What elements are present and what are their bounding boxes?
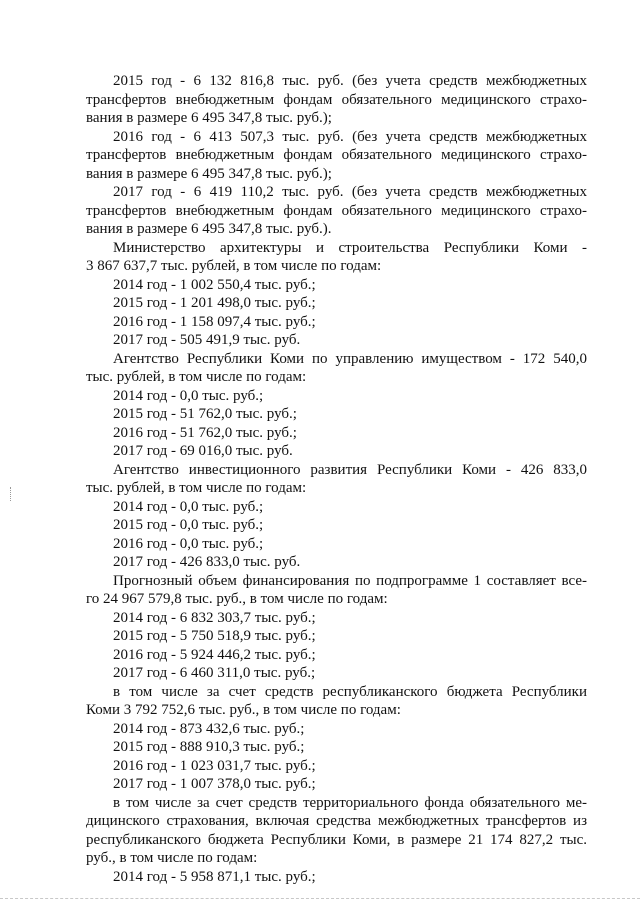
paragraph-continuation-line: тыс. рублей, в том числе по годам:: [86, 480, 307, 496]
paragraph-first-line: 2014 год - 1 002 550,4 тыс. руб.;: [113, 276, 316, 293]
paragraph: [113, 313, 587, 332]
paragraph: [86, 461, 587, 498]
paragraph-first-line: 2014 год - 6 832 303,7 тыс. руб.;: [113, 609, 316, 626]
paragraph-first-line: 2016 год - 51 762,0 тыс. руб.;: [113, 424, 297, 441]
paragraph-first-line: Министерство архитектуры и строительства Республики Коми -: [113, 239, 587, 256]
paragraph: [113, 498, 587, 517]
paragraph: [113, 664, 587, 683]
paragraph-continuation-line: вания в размере 6 495 347,8 тыс. руб.).: [86, 221, 332, 237]
paragraph: [113, 646, 587, 665]
paragraph: [113, 535, 587, 554]
paragraph: [86, 794, 587, 868]
paragraph-first-line: 2014 год - 5 958 871,1 тыс. руб.;: [113, 868, 316, 885]
paragraph-first-line: 2015 год - 6 132 816,8 тыс. руб. (без учета средств межбюджетных: [113, 73, 587, 89]
paragraph: [113, 442, 587, 461]
paragraph-first-line: 2014 год - 873 432,6 тыс. руб.;: [113, 720, 305, 737]
paragraph-continuation-line: го 24 967 579,8 тыс. руб., в том числе по годам:: [86, 591, 388, 607]
paragraph: [86, 72, 587, 128]
paragraph: [113, 331, 587, 350]
paragraph: [113, 387, 587, 406]
paragraph-first-line: 2016 год - 6 413 507,3 тыс. руб. (без учета средств межбюджетных: [113, 128, 587, 145]
paragraph-first-line: 2017 год - 505 491,9 тыс. руб.: [113, 332, 301, 348]
paragraph: [86, 683, 587, 720]
paragraph: [113, 720, 587, 739]
paragraph: [113, 424, 587, 443]
paragraph-first-line: 2016 год - 0,0 тыс. руб.;: [113, 535, 264, 552]
document-body: [86, 72, 587, 886]
paragraph-continuation-line: дицинского страхования, включая средства межбюджетных трансфертов из: [86, 813, 587, 829]
paragraph-continuation-line: республиканского бюджета Республики Коми, в размере 21 174 827,2 тыс.: [86, 831, 587, 848]
paragraph-first-line: 2015 год - 1 201 498,0 тыс. руб.;: [113, 295, 316, 311]
paragraph: [113, 738, 587, 757]
paragraph: [113, 294, 587, 313]
paragraph-first-line: Агентство Республики Коми по управлению имуществом - 172 540,0: [113, 350, 587, 367]
paragraph-continuation-line: Коми 3 792 752,6 тыс. руб., в том числе по годам:: [86, 702, 401, 718]
paragraph-first-line: 2017 год - 6 460 311,0 тыс. руб.;: [113, 665, 316, 681]
paragraph: [113, 775, 587, 794]
paragraph-continuation-line: тыс. рублей, в том числе по годам:: [86, 369, 307, 385]
paragraph-continuation-line: трансфертов внебюджетным фондам обязательного медицинского страхо-: [86, 147, 587, 163]
scan-mark: [10, 487, 14, 501]
paragraph: [113, 405, 587, 424]
paragraph-first-line: 2017 год - 426 833,0 тыс. руб.: [113, 554, 301, 570]
paragraph-first-line: 2015 год - 51 762,0 тыс. руб.;: [113, 406, 297, 422]
paragraph: [86, 350, 587, 387]
paragraph: [113, 609, 587, 628]
paragraph-continuation-line: трансфертов внебюджетным фондам обязательного медицинского страхо-: [86, 202, 587, 219]
paragraph: [113, 276, 587, 295]
paragraph-continuation-line: вания в размере 6 495 347,8 тыс. руб.);: [86, 110, 332, 126]
paragraph-first-line: 2014 год - 0,0 тыс. руб.;: [113, 387, 264, 404]
paragraph: [113, 757, 587, 776]
paragraph: [86, 572, 587, 609]
paragraph-continuation-line: вания в размере 6 495 347,8 тыс. руб.);: [86, 165, 332, 182]
paragraph-first-line: 2016 год - 5 924 446,2 тыс. руб.;: [113, 646, 316, 663]
paragraph-first-line: 2016 год - 1 158 097,4 тыс. руб.;: [113, 313, 316, 330]
paragraph-continuation-line: трансфертов внебюджетным фондам обязательного медицинского страхо-: [86, 91, 587, 108]
paragraph-first-line: 2017 год - 69 016,0 тыс. руб.: [113, 443, 293, 459]
paragraph-first-line: 2015 год - 5 750 518,9 тыс. руб.;: [113, 628, 316, 644]
paragraph: [86, 128, 587, 184]
paragraph-first-line: Агентство инвестиционного развития Республики Коми - 426 833,0: [113, 461, 587, 478]
paragraph-first-line: Прогнозный объем финансирования по подпрограмме 1 составляет все-: [113, 572, 587, 589]
paragraph-first-line: 2016 год - 1 023 031,7 тыс. руб.;: [113, 757, 316, 774]
paragraph-first-line: 2017 год - 6 419 110,2 тыс. руб. (без учета средств межбюджетных: [113, 184, 587, 200]
paragraph: [113, 868, 587, 887]
paragraph: [86, 239, 587, 276]
paragraph-first-line: в том числе за счет средств территориального фонда обязательного ме-: [113, 794, 587, 811]
paragraph: [113, 516, 587, 535]
paragraph: [113, 627, 587, 646]
paragraph-first-line: 2017 год - 1 007 378,0 тыс. руб.;: [113, 776, 316, 792]
page-bottom-edge: [0, 898, 640, 899]
paragraph-first-line: 2014 год - 0,0 тыс. руб.;: [113, 498, 264, 515]
paragraph-first-line: в том числе за счет средств республиканского бюджета Республики: [113, 683, 587, 700]
paragraph: [113, 553, 587, 572]
paragraph-first-line: 2015 год - 888 910,3 тыс. руб.;: [113, 739, 305, 755]
paragraph-continuation-line: руб., в том числе по годам:: [86, 850, 258, 866]
paragraph-first-line: 2015 год - 0,0 тыс. руб.;: [113, 517, 264, 533]
paragraph-continuation-line: 3 867 637,7 тыс. рублей, в том числе по годам:: [86, 258, 382, 274]
paragraph: [86, 183, 587, 239]
